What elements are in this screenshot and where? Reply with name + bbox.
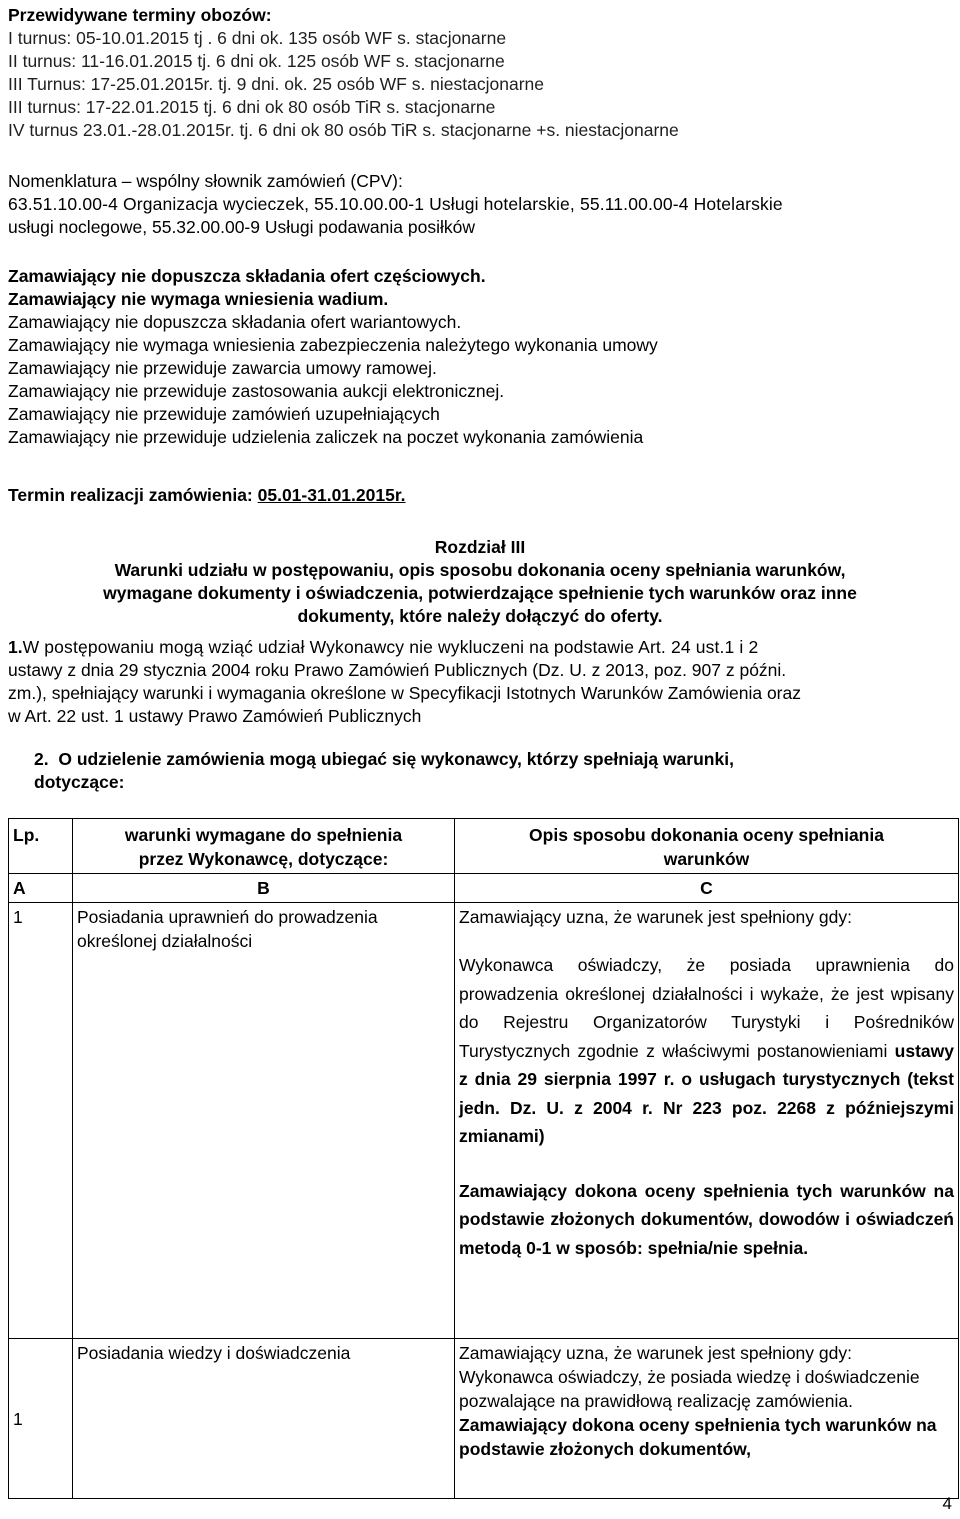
header-evaluation-line: Opis sposobu dokonania oceny spełniania [529,825,884,845]
table-header-row [9,819,959,874]
camp-turn: III Turnus: 17-25.01.2015r. tj. 9 dni. ok. 25 osób WF s. niestacjonarne [8,74,544,94]
camp-turn: II turnus: 11-16.01.2015 tj. 6 dni ok. 125 osób WF s. stacjonarne [8,51,505,71]
condition-item: Zamawiający nie przewiduje udzielenia zaliczek na poczet wykonania zamówienia [8,427,644,447]
row-evaluation-law: ustawy z dnia 29 sierpnia 1997 r. o usługach turystycznych (tekst jedn. Dz. U. z 2004 r. Nr 223 poz. 2268 z późniejszymi zmianami) [459,1040,954,1146]
cpv-section [8,170,952,239]
section-title: Rozdział III [434,537,526,557]
point-text: O udzielenie zamówienia mogą ubiegać się wykonawcy, którzy spełniają warunki, [58,749,734,769]
point-number: 1. [8,637,23,657]
camp-turn: IV turnus 23.01.-28.01.2015r. tj. 6 dni ok 80 osób TiR s. stacjonarne +s. niestacjonarne [8,120,679,140]
camp-turn: III turnus: 17-22.01.2015 tj. 6 dni ok 80 osób TiR s. stacjonarne [8,97,496,117]
header-evaluation-line: warunków [663,849,750,869]
col-letter-b: B [73,874,455,903]
section-subtitle: dokumenty, które należy dołączyć do oferty. [297,606,663,626]
row-evaluation-method: Zamawiający dokona oceny spełnienia tych warunków na podstawie złożonych dokumentów, [459,1415,937,1459]
section-subtitle: wymagane dokumenty i oświadczenia, potwierdzające spełnienie tych warunków oraz inne [103,583,857,603]
row-lp: 1 [9,903,73,1339]
section-heading [8,536,952,628]
table-row [9,903,959,1339]
row-condition: Posiadania uprawnień do prowadzenia określonej działalności [73,903,455,1339]
row-evaluation [455,1339,959,1499]
condition-item: Zamawiający nie przewiduje zamówień uzupełniających [8,404,440,424]
requirements-table [8,818,959,1499]
row-evaluation-method: Zamawiający dokona oceny spełnienia tych warunków na podstawie złożonych dokumentów, dowodów i oświadczeń metodą 0-1 w sposób: spełnia/nie spełnia. [459,1180,954,1258]
section-subtitle: Warunki udziału w postępowaniu, opis sposobu dokonania oceny spełniania warunków, [114,560,846,580]
condition-bold: Zamawiający nie wymaga wniesienia wadium. [8,289,389,309]
condition-item: Zamawiający nie wymaga wniesienia zabezpieczenia należytego wykonania umowy [8,335,658,355]
camp-dates-heading: Przewidywane terminy obozów: [8,5,272,25]
point-text: W postępowaniu mogą wziąć udział Wykonawcy nie wykluczeni na podstawie Art. 24 ust.1 i 2 [22,637,759,657]
term-value: 05.01-31.01.2015r. [257,485,406,505]
point-text: dotyczące: [34,772,125,792]
row-evaluation-text: Wykonawca oświadczy, że posiada wiedzę i doświadczenie pozwalające na prawidłową realizację zamówienia. [459,1367,920,1411]
col-letter-c: C [455,874,959,903]
row-lp: 1 [9,1339,73,1499]
point-1 [8,636,952,728]
condition-item: Zamawiający nie dopuszcza składania ofert wariantowych. [8,312,462,332]
table-row [9,1339,959,1499]
header-conditions-line: warunki wymagane do spełnienia [124,825,403,845]
point-text: zm.), spełniający warunki i wymagania określone w Specyfikacji Istotnych Warunków Zamówienia oraz [8,683,801,703]
table-letter-row [9,874,959,903]
header-conditions [73,819,455,874]
header-lp: Lp. [9,819,73,874]
point-2 [34,748,952,794]
row-condition: Posiadania wiedzy i doświadczenia [73,1339,455,1499]
point-text: w Art. 22 ust. 1 ustawy Prawo Zamówień Publicznych [8,706,422,726]
conditions-list [8,265,952,449]
camp-turn: I turnus: 05-10.01.2015 tj . 6 dni ok. 135 osób WF s. stacjonarne [8,28,507,48]
row-evaluation-intro: Zamawiający uzna, że warunek jest spełniony gdy: [459,1343,852,1363]
realization-term [8,484,952,507]
point-number: 2. [34,749,49,769]
header-conditions-line: przez Wykonawcę, dotyczące: [138,849,389,869]
row-evaluation-text: Wykonawca oświadczy, że posiada uprawnienia do prowadzenia określonej działalności i wykaże, że jest wpisany do Rejestru Organizatorów Turystyki i Pośredników Turystycznych zgodnie z właściwymi postanowieniami [459,955,954,1061]
condition-bold: Zamawiający nie dopuszcza składania ofert częściowych. [8,266,486,286]
col-letter-a: A [9,874,73,903]
camp-dates [8,4,952,142]
cpv-heading: Nomenklatura – wspólny słownik zamówień (CPV): [8,171,403,191]
row-evaluation-intro: Zamawiający uzna, że warunek jest spełniony gdy: [459,907,852,927]
row-evaluation [455,903,959,1339]
cpv-codes-cont: usługi noclegowe, 55.32.00.00-9 Usługi podawania posiłków [8,217,475,237]
condition-item: Zamawiający nie przewiduje zastosowania aukcji elektronicznej. [8,381,505,401]
page-number: 4 [942,1494,952,1513]
point-text: ustawy z dnia 29 stycznia 2004 roku Prawo Zamówień Publicznych (Dz. U. z 2013, poz. 907 z późni. [8,660,787,680]
cpv-codes: 63.51.10.00-4 Organizacja wycieczek, 55.10.00.00-1 Usługi hotelarskie, 55.11.00.00-4 Hotelarskie [8,194,783,214]
term-label: Termin realizacji zamówienia: [8,485,258,505]
condition-item: Zamawiający nie przewiduje zawarcia umowy ramowej. [8,358,437,378]
header-evaluation [455,819,959,874]
